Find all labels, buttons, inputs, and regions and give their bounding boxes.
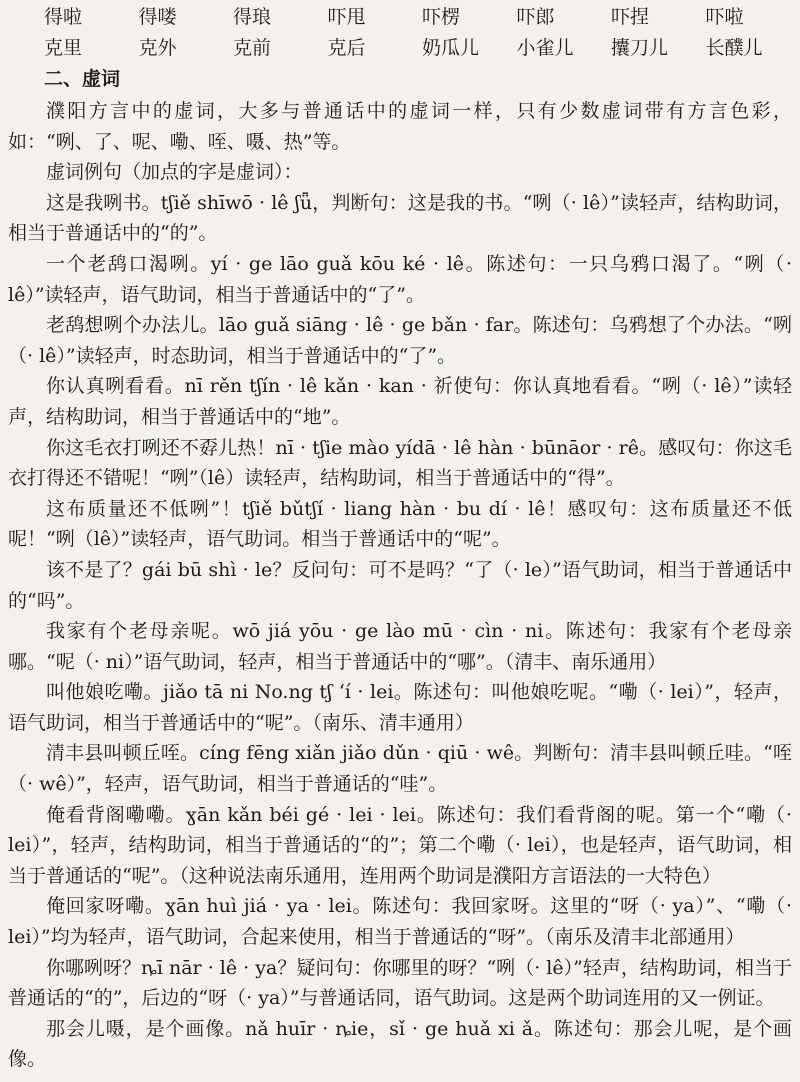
vocab-word: 吓郎	[516, 6, 555, 28]
paragraph: 俺看背阁嘞嘞。ɣān kǎn béi gé · lei · lei。陈述句：我们看背阁的呢。第一个“嘞（· lei）”，轻声，结构助词，相当于普通话的“的”；第二个嘞（· lei），也是轻声，语气助词，相当于普通话的“呢”。（这种说法南乐通用，连用两个助词是濮阳方言语法的一大特色）	[8, 803, 792, 887]
paragraph: 俺回家呀嘞。ɣān huì jiá · ya · lei。陈述句：我回家呀。这里的“呀（· ya）”、“嘞（· lei）”均为轻声，语气助词，合起来使用，相当于普通话的“呀”。（南乐及清丰北部通用）	[8, 895, 792, 949]
paragraph: 濮阳方言中的虚词，大多与普通话中的虚词一样，只有少数虚词带有方言色彩，如：“咧、了、呢、嘞、咥、嗫、热”等。	[8, 100, 792, 153]
paragraph: 叫他娘吃嘞。jiǎo tā ni No.ng tʃ ʻí · lei。陈述句：叫他娘吃呢。“嘞（· lei）”，轻声，语气助词，相当于普通话中的“呢”。（南乐、清丰通用）	[8, 681, 792, 734]
vocab-word: 奶瓜儿	[422, 37, 480, 59]
paragraph: 这是我咧书。tʃiě shīwō · lê ʃǖ，判断句：这是我的书。“咧（· lê）”读轻声，结构助词，相当于普通话中的“的”。	[8, 191, 792, 245]
paragraph: 我家有个老母亲呢。wō jiá yōu · ge lào mū · cìn · ni。陈述句：我家有个老母亲哪。“呢（· ni）”语气助词，轻声，相当于普通话中的“哪”。（清丰、南乐通用）	[8, 620, 792, 673]
vocab-word: 克里	[44, 37, 83, 59]
vocab-word: 长醭儿	[705, 37, 763, 59]
paragraph: 你这毛衣打咧还不孬儿热！nī · tʃie mào yídā · lê hàn · būnāor · rê。感叹句：你这毛衣打得还不错呢！“咧”（lê）读轻声，结构助词，相当于普通话中的“得”。	[8, 436, 792, 490]
vocab-row-2	[44, 33, 800, 63]
section-heading: 二、虚词	[44, 68, 121, 90]
vocab-word: 克外	[138, 37, 177, 59]
vocab-word: 攮刀儿	[611, 37, 669, 59]
vocab-word: 得啦	[44, 6, 83, 28]
paragraph: 你哪咧呀？ȵī nār · lê · ya？疑问句：你哪里的呀？“咧（· lê）”轻声，结构助词，相当于普通话的“的”，后边的“呀（· ya）”与普通话同，语气助词。这是两个助词连用的又一例证。	[8, 956, 792, 1010]
paragraph: 一个老鸹口渴咧。yí · ge lāo guǎ kōu ké · lê。陈述句：一只乌鸦口渴了。“咧（· lê）”读轻声，语气助词，相当于普通话中的“了”。	[8, 252, 792, 306]
vocab-row-1	[44, 2, 800, 32]
vocab-word: 吓啦	[705, 6, 744, 28]
paragraph: 该不是了？gái bū shì · le？反问句：可不是吗？“了（· le）”语气助词，相当于普通话中的“吗”。	[8, 558, 792, 612]
vocab-word: 克前	[233, 37, 272, 59]
vocab-word: 吓捏	[611, 6, 650, 28]
paragraph: 虚词例句（加点的字是虚词）：	[46, 161, 303, 184]
vocab-word: 克后	[327, 37, 366, 59]
paragraph: 那会儿嗫，是个画像。nǎ huīr · ȵie，sǐ · ge huǎ xi ǎ。陈述句：那会儿呢，是个画像。	[8, 1017, 792, 1071]
paragraph: 你认真咧看看。nī rěn tʃín · lê kǎn · kan · 祈使句：你认真地看看。“咧（· lê）”读轻声，结构助词，相当于普通话中的“地”。	[8, 375, 792, 428]
paragraph: 老鸹想咧个办法儿。lāo guǎ siāng · lê · ge bǎn · far。陈述句：乌鸦想了个办法。“咧（· lê）”读轻声，时态助词，相当于普通话中的“了”。	[8, 314, 792, 367]
paragraph: 这布质量还不低咧”！tʃiě bǔtʃí · liang hàn · bu dí · lê！感叹句：这布质量还不低呢！“咧（lê）”读轻声，语气助词。相当于普通话中的“呢”。	[8, 497, 792, 551]
body-text	[8, 96, 792, 1075]
vocab-word: 吓甩	[327, 6, 366, 28]
vocab-word: 吓楞	[422, 6, 461, 28]
vocab-word: 得喽	[138, 6, 177, 28]
vocab-word: 得琅	[233, 6, 272, 28]
paragraph: 清丰县叫顿丘咥。cíng fēng xiǎn jiǎo dǔn · qiū · wê。判断句：清丰县叫顿丘哇。“咥（· wê）”，轻声，语气助词，相当于普通话的“哇”。	[8, 742, 792, 796]
vocab-word: 小雀儿	[516, 37, 574, 59]
